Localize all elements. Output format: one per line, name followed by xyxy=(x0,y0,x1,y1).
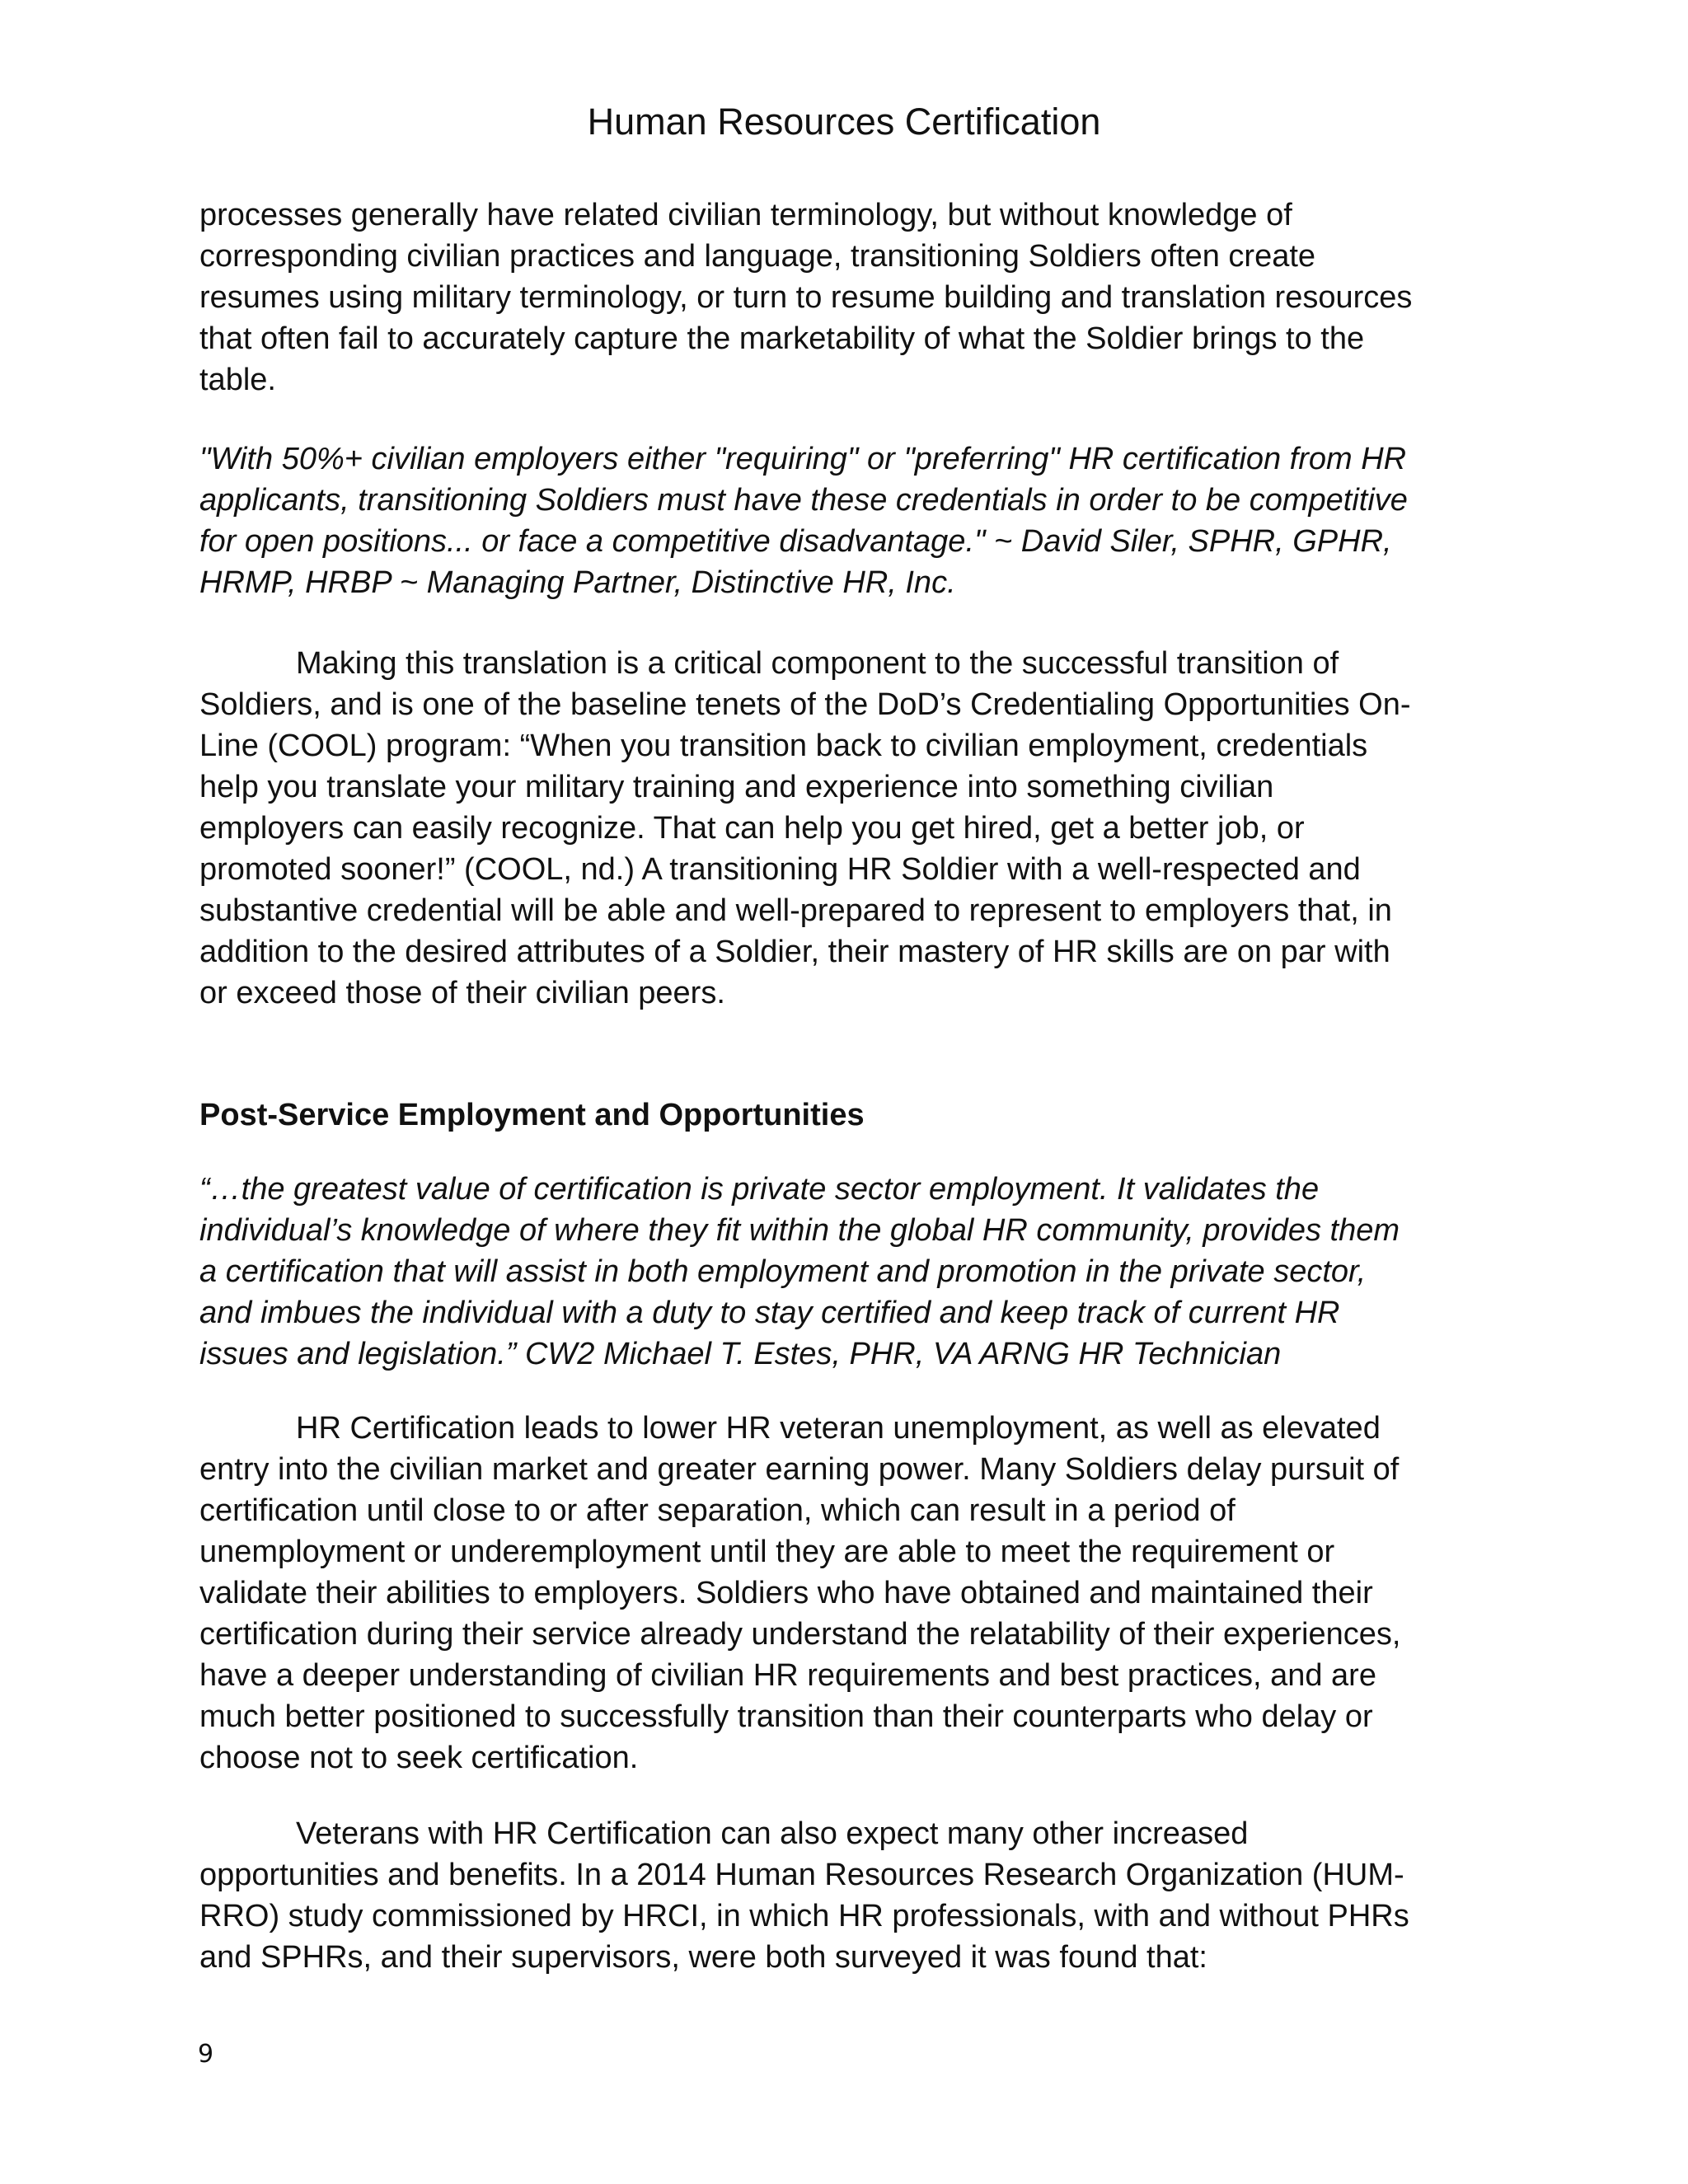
running-header: Human Resources Certification xyxy=(587,101,1101,143)
text-line: for open positions... or face a competitive disadvantage." ~ David Siler, SPHR, GPHR, xyxy=(199,524,1392,559)
text-line: help you translate your military training and experience into something civilian xyxy=(199,770,1274,804)
text-line: have a deeper understanding of civilian HR requirements and best practices, and are xyxy=(199,1658,1376,1693)
text-line: opportunities and benefits. In a 2014 Human Resources Research Organization (HUM- xyxy=(199,1858,1404,1892)
text-line: applicants, transitioning Soldiers must have these credentials in order to be competitive xyxy=(199,483,1408,518)
text-line: “…the greatest value of certification is private sector employment. It validates the xyxy=(199,1172,1320,1207)
text-line: processes generally have related civilian terminology, but without knowledge of xyxy=(199,198,1292,232)
text-line: and imbues the individual with a duty to stay certified and keep track of current HR xyxy=(199,1296,1340,1330)
text-line: or exceed those of their civilian peers. xyxy=(199,976,725,1010)
text-line: validate their abilities to employers. Soldiers who have obtained and maintained their xyxy=(199,1576,1373,1610)
text-line: substantive credential will be able and well-prepared to represent to employers that, in xyxy=(199,893,1392,928)
text-line: choose not to seek certification. xyxy=(199,1741,639,1775)
text-line: HRMP, HRBP ~ Managing Partner, Distinctive HR, Inc. xyxy=(199,565,956,600)
quote-david-siler xyxy=(199,438,1502,603)
text-line: a certification that will assist in both employment and promotion in the private sector, xyxy=(199,1254,1367,1289)
paragraph-veteran-unemployment xyxy=(199,1408,1502,1779)
text-line: table. xyxy=(199,363,276,397)
text-line: certification until close to or after separation, which can result in a period of xyxy=(199,1493,1236,1528)
section-heading: Post-Service Employment and Opportunities xyxy=(199,1098,865,1132)
text-line: much better positioned to successfully transition than their counterparts who delay or xyxy=(199,1699,1373,1734)
text-line: entry into the civilian market and greater earning power. Many Soldiers delay pursuit of xyxy=(199,1452,1400,1487)
text-line: HR Certification leads to lower HR veteran unemployment, as well as elevated xyxy=(296,1411,1381,1446)
text-line: individual’s knowledge of where they fit within the global HR community, provides them xyxy=(199,1213,1400,1248)
text-line: issues and legislation.” CW2 Michael T. Estes, PHR, VA ARNG HR Technician xyxy=(199,1337,1282,1371)
page-number: 9 xyxy=(198,2040,214,2069)
text-line: resumes using military terminology, or turn to resume building and translation resources xyxy=(199,280,1413,315)
paragraph-cool-program xyxy=(199,643,1502,1014)
paragraph-resume-translation xyxy=(199,194,1502,401)
text-line: certification during their service already understand the relatability of their experiences, xyxy=(199,1617,1401,1652)
paragraph-humrro-study xyxy=(199,1813,1502,1978)
text-line: addition to the desired attributes of a Soldier, their mastery of HR skills are on par with xyxy=(199,935,1390,969)
text-line: "With 50%+ civilian employers either "requiring" or "preferring" HR certification from HR xyxy=(199,442,1407,476)
text-line: RRO) study commissioned by HRCI, in which HR professionals, with and without PHRs xyxy=(199,1899,1409,1933)
text-line: Veterans with HR Certification can also expect many other increased xyxy=(296,1816,1249,1851)
quote-michael-estes xyxy=(199,1169,1502,1375)
text-line: Making this translation is a critical component to the successful transition of xyxy=(296,646,1339,681)
text-line: that often fail to accurately capture the marketability of what the Soldier brings to the xyxy=(199,321,1365,356)
text-line: corresponding civilian practices and language, transitioning Soldiers often create xyxy=(199,239,1316,274)
text-line: Line (COOL) program: “When you transition back to civilian employment, credentials xyxy=(199,729,1368,763)
text-line: promoted sooner!” (COOL, nd.) A transitioning HR Soldier with a well-respected and xyxy=(199,852,1361,887)
text-line: Soldiers, and is one of the baseline tenets of the DoD’s Credentialing Opportunities On- xyxy=(199,687,1411,722)
text-line: unemployment or underemployment until they are able to meet the requirement or xyxy=(199,1535,1335,1569)
text-line: employers can easily recognize. That can help you get hired, get a better job, or xyxy=(199,811,1305,846)
text-line: and SPHRs, and their supervisors, were both surveyed it was found that: xyxy=(199,1940,1207,1975)
